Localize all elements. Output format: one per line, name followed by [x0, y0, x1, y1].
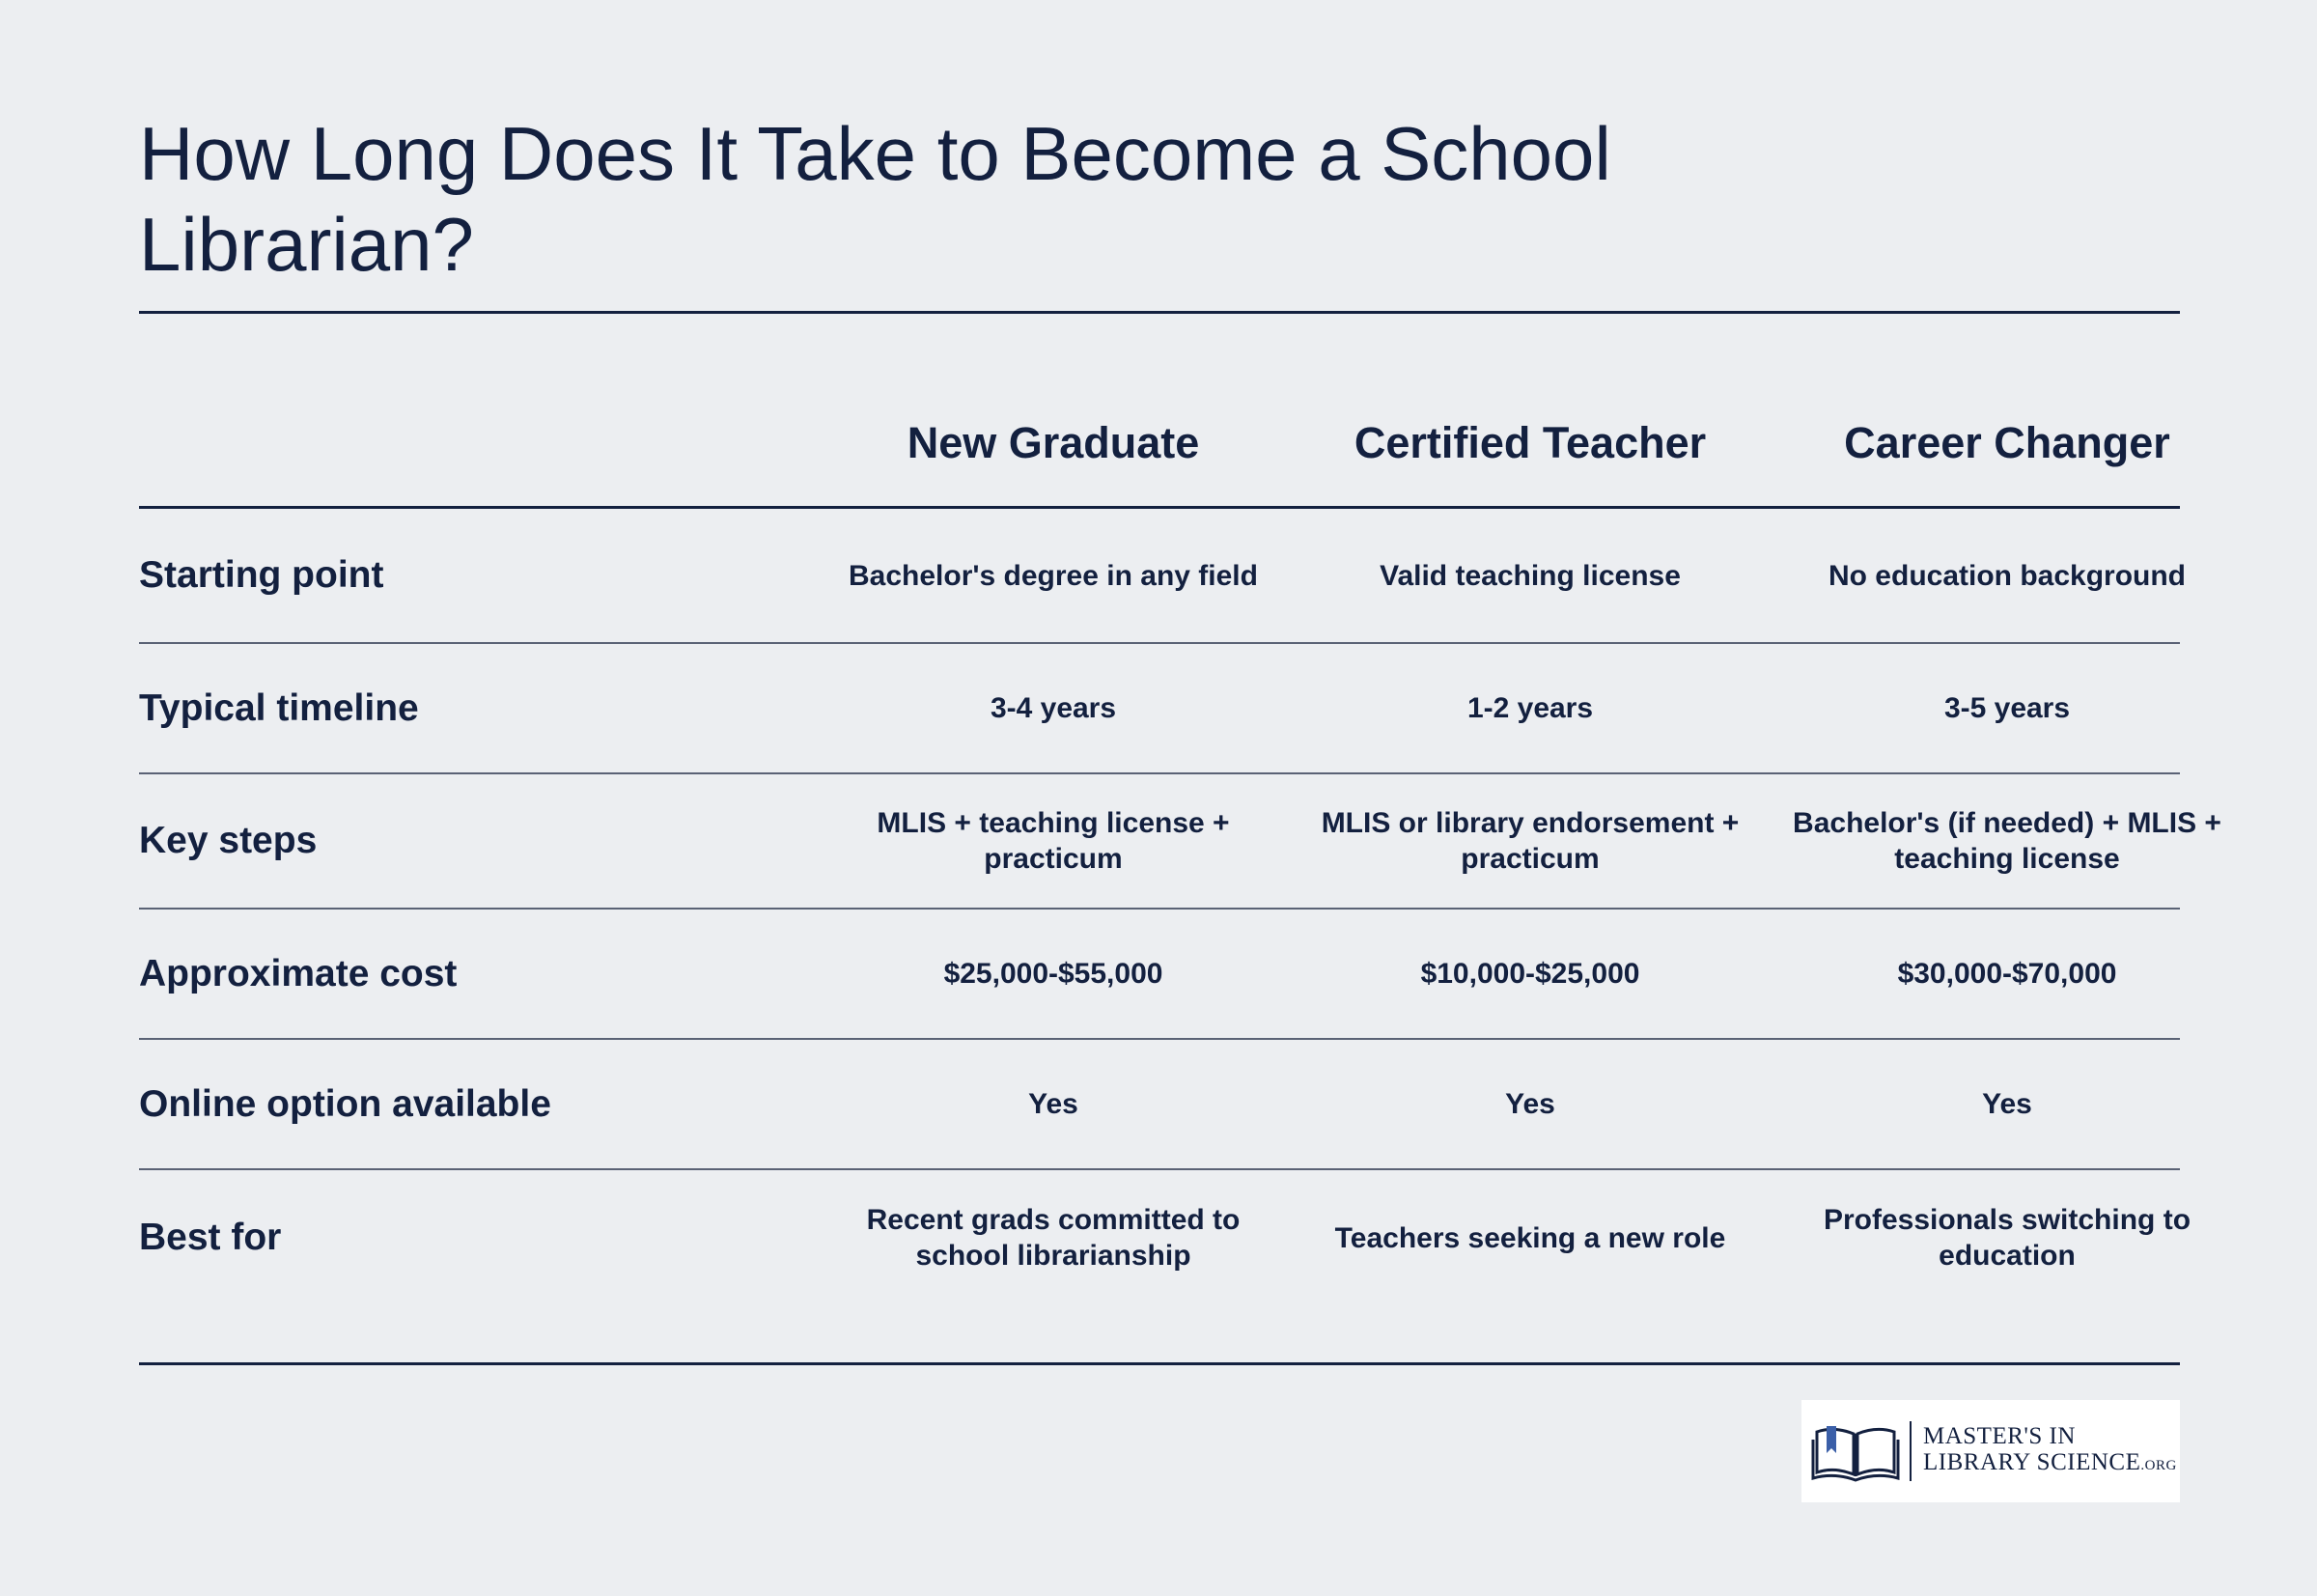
- table-cell: Yes: [1982, 1088, 2032, 1120]
- table-row-approximate-cost: [139, 910, 2180, 1040]
- table-cell: No education background: [1828, 559, 2187, 592]
- logo-line-2-text: LIBRARY SCIENCE: [1923, 1449, 2141, 1475]
- table-cell: Bachelor's degree in any field: [849, 559, 1258, 592]
- table-cell: 3-4 years: [990, 692, 1117, 724]
- row-label: Starting point: [139, 554, 384, 596]
- table-row-starting-point: [139, 509, 2187, 644]
- table-cell: MLIS + teaching license + practicum: [877, 807, 1230, 875]
- table-cell: $30,000-$70,000: [1897, 958, 2117, 990]
- logo-line-1: MASTER'S IN: [1923, 1423, 2076, 1449]
- table-cell: $25,000-$55,000: [943, 958, 1163, 990]
- table-cell: Bachelor's (if needed) + MLIS + teaching license: [1793, 807, 2221, 875]
- row-label: Typical timeline: [139, 686, 419, 729]
- table-cell: Professionals switching to education: [1823, 1204, 2191, 1272]
- table-cell: Recent grads committed to school librarianship: [866, 1204, 1241, 1272]
- brand-logo: [1801, 1400, 2180, 1502]
- logo-divider: [1910, 1421, 1912, 1481]
- column-header-new-graduate: New Graduate: [907, 418, 1200, 467]
- table-row-online-option: [139, 1040, 2180, 1170]
- table-row-best-for: [139, 1170, 2191, 1305]
- row-label: Best for: [139, 1217, 282, 1258]
- logo-line-2: [1923, 1449, 2177, 1479]
- row-label: Approximate cost: [139, 952, 458, 994]
- logo-suffix: .ORG: [2140, 1458, 2177, 1473]
- column-header-career-changer: Career Changer: [1844, 418, 2170, 467]
- table-cell: 1-2 years: [1466, 692, 1594, 724]
- table-cell: Yes: [1505, 1088, 1555, 1120]
- logo-wordmark: [1923, 1423, 2177, 1479]
- table-cell: $10,000-$25,000: [1420, 958, 1640, 990]
- row-label: Key steps: [139, 820, 318, 861]
- table-cell: MLIS or library endorsement + practicum: [1321, 807, 1740, 875]
- page-title: How Long Does It Take to Become a School Librarian?: [139, 111, 1611, 287]
- table-row-key-steps: [139, 774, 2221, 910]
- table-cell: Valid teaching license: [1380, 559, 1681, 592]
- header-empty-cell: [139, 417, 815, 469]
- open-book-icon: [1811, 1420, 1900, 1482]
- table-header-row: [139, 380, 2180, 509]
- table-cell: Teachers seeking a new role: [1334, 1221, 1726, 1254]
- table-row-typical-timeline: [139, 644, 2180, 774]
- comparison-table: [139, 380, 2221, 1305]
- column-header-certified-teacher: Certified Teacher: [1354, 418, 1707, 467]
- table-cell: Yes: [1028, 1088, 1078, 1120]
- row-label: Online option available: [139, 1082, 551, 1125]
- table-cell: 3-5 years: [1943, 692, 2071, 724]
- title-divider: [139, 311, 2180, 314]
- table-bottom-divider: [139, 1362, 2180, 1365]
